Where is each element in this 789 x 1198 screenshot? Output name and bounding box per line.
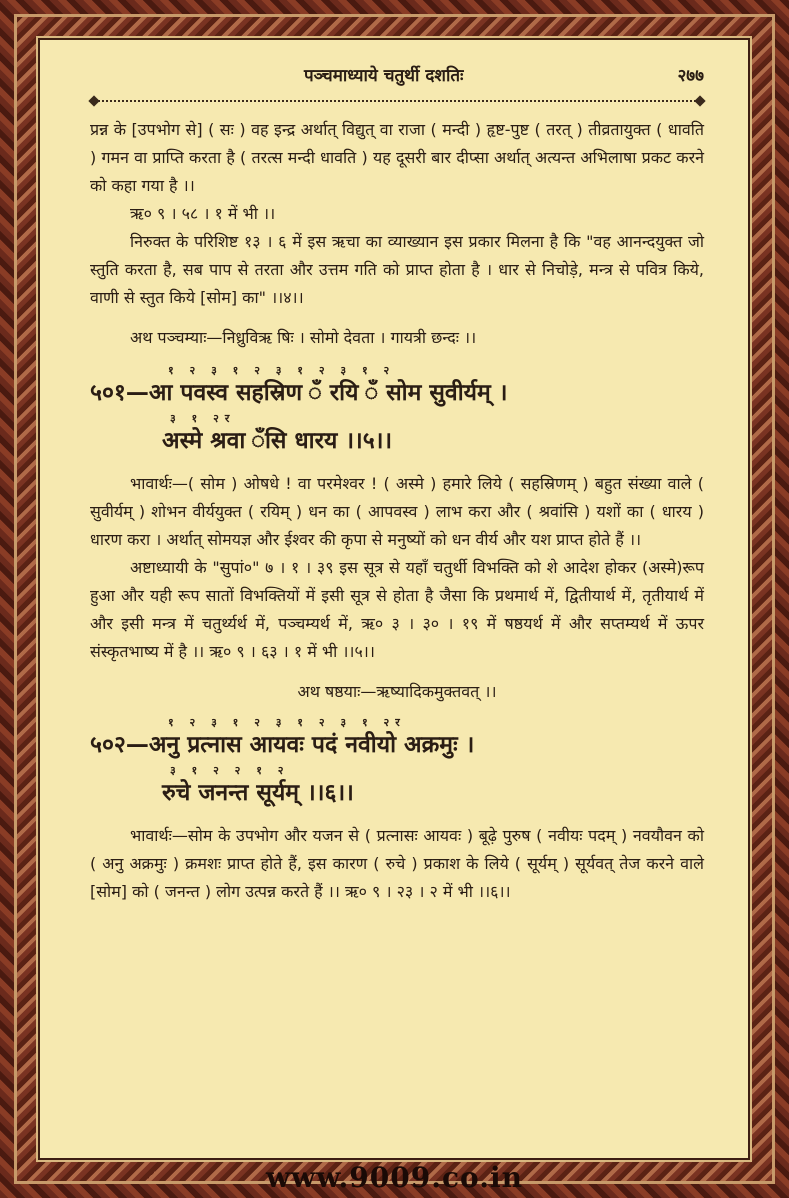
verse-502-line-2: रुचे जनन्त सूर्यम् ।।६।। <box>162 780 354 806</box>
grammar-note: अष्टाध्यायी के "सुपां०" ७ । १ । ३९ इस सूत्र से यहाँ चतुर्थी विभक्ति को शे आदेश होकर (अस्मे)रूप हुआ और यही रूप सातों विभक्तियों में इसी सूत्र से होता है जैसा कि प्रथमार्थ में, द्वितीयार्थ में, तृतीयार्थ में और इसी मन्त्र में चतुर्थ्यर्थ में, पञ्चम्यर्थ में, ऋ० ३ । ३० । १९ में षष्ठयर्थ में और सप्तम्यर्थ में ऊपर संस्कृतभाष्य में है ।। ऋ० ९ । ६३ । १ में भी ।।५।। <box>90 558 704 661</box>
verse-501-accent-marks: १ २ ३ १ २ ३ १ २ ३ १ २ <box>168 364 396 377</box>
paragraph-nirukta: निरुक्त के परिशिष्ट १३ । ६ में इस ऋचा का व्याख्यान इस प्रकार मिलना है कि "वह आनन्दयुक्त जो स्तुति करता है, सब पाप से तरता और उत्तम गति को प्राप्त होता है । धार से निचोड़े, मन्त्र से पवित्र किये, वाणी से स्तुत किये [सोम] का" ।।४।। <box>90 232 704 307</box>
page-header <box>90 62 704 90</box>
header-divider <box>90 96 704 106</box>
page-number: २७७ <box>677 66 704 86</box>
website-watermark: www.9009.co.in <box>266 1161 523 1194</box>
verse-501-meaning: भावार्थः—( सोम ) ओषधे ! वा परमेश्वर ! ( अस्मे ) हमारे लिये ( सहस्रिणम् ) बहुत संख्या वाले ( सुवीर्यम् ) शोभन वीर्ययुक्त ( रयिम् ) धन का ( आपवस्व ) लाभ करा और ( श्रवांसि ) यशों का ( धारय ) धारण करा । अर्थात् सोमयज्ञ और ईश्वर की कृपा से मनुष्यों को धन वीर्य और यश प्राप्त होते हैं ।। <box>90 474 704 549</box>
reference-1: ऋ० ९ । ५८ । १ में भी ।। <box>130 204 276 223</box>
paragraph-1: प्रन्न के [उपभोग से] ( सः ) वह इन्द्र अर्थात् विद्युत् वा राजा ( मन्दी ) हृष्ट-पुष्ट ( तरत् ) तीव्रतायुक्त ( धावति ) गमन वा प्राप्ति करता है ( तरत्स मन्दी धावति ) यह दूसरी बार दीप्सा अर्थात् अत्यन्त अभिलाषा प्रकट करने को कहा गया है ।। <box>90 120 704 195</box>
book-page <box>38 38 750 1160</box>
page-title: पञ्चमाध्याये चतुर्थी दशतिः <box>303 66 464 86</box>
verse-502-line-1: ५०२—अनु प्रत्नास आयवः पदं नवीयो अक्रमुः । <box>90 732 475 758</box>
verse-501-intro: अथ पञ्चम्याः—निध्रुविऋ षिः । सोमो देवता । गायत्री छन्दः ।। <box>130 328 477 347</box>
verse-501-accent-marks-2: ३ १ २र <box>170 412 236 425</box>
verse-502-intro: अथ षष्ठयाः—ऋष्यादिकमुक्तवत् ।। <box>297 682 497 701</box>
verse-502-accent-marks-2: ३ १ २ २ १ २ <box>170 764 290 777</box>
verse-502-accent-marks: १ २ ३ १ २ ३ १ २ ३ १ २र <box>168 716 406 729</box>
verse-501-line-2: अस्मे श्रवा ँसि धारय ।।५।। <box>162 428 393 454</box>
verse-501-line-1: ५०१—आ पवस्व सहस्रिण ँ रयि ँ सोम सुवीर्यम् । <box>90 380 508 406</box>
verse-502-meaning: भावार्थः—सोम के उपभोग और यजन से ( प्रत्नासः आयवः ) बूढ़े पुरुष ( नवीयः पदम् ) नवयौवन को ( अनु अक्रमुः ) क्रमशः प्राप्त होते हैं, इस कारण ( रुचे ) प्रकाश के लिये ( सूर्यम् ) सूर्यवत् तेज करने वाले [सोम] को ( जनन्त ) लोग उत्पन्न करते हैं ।। ऋ० ९ । २३ । २ में भी ।।६।। <box>90 826 704 901</box>
